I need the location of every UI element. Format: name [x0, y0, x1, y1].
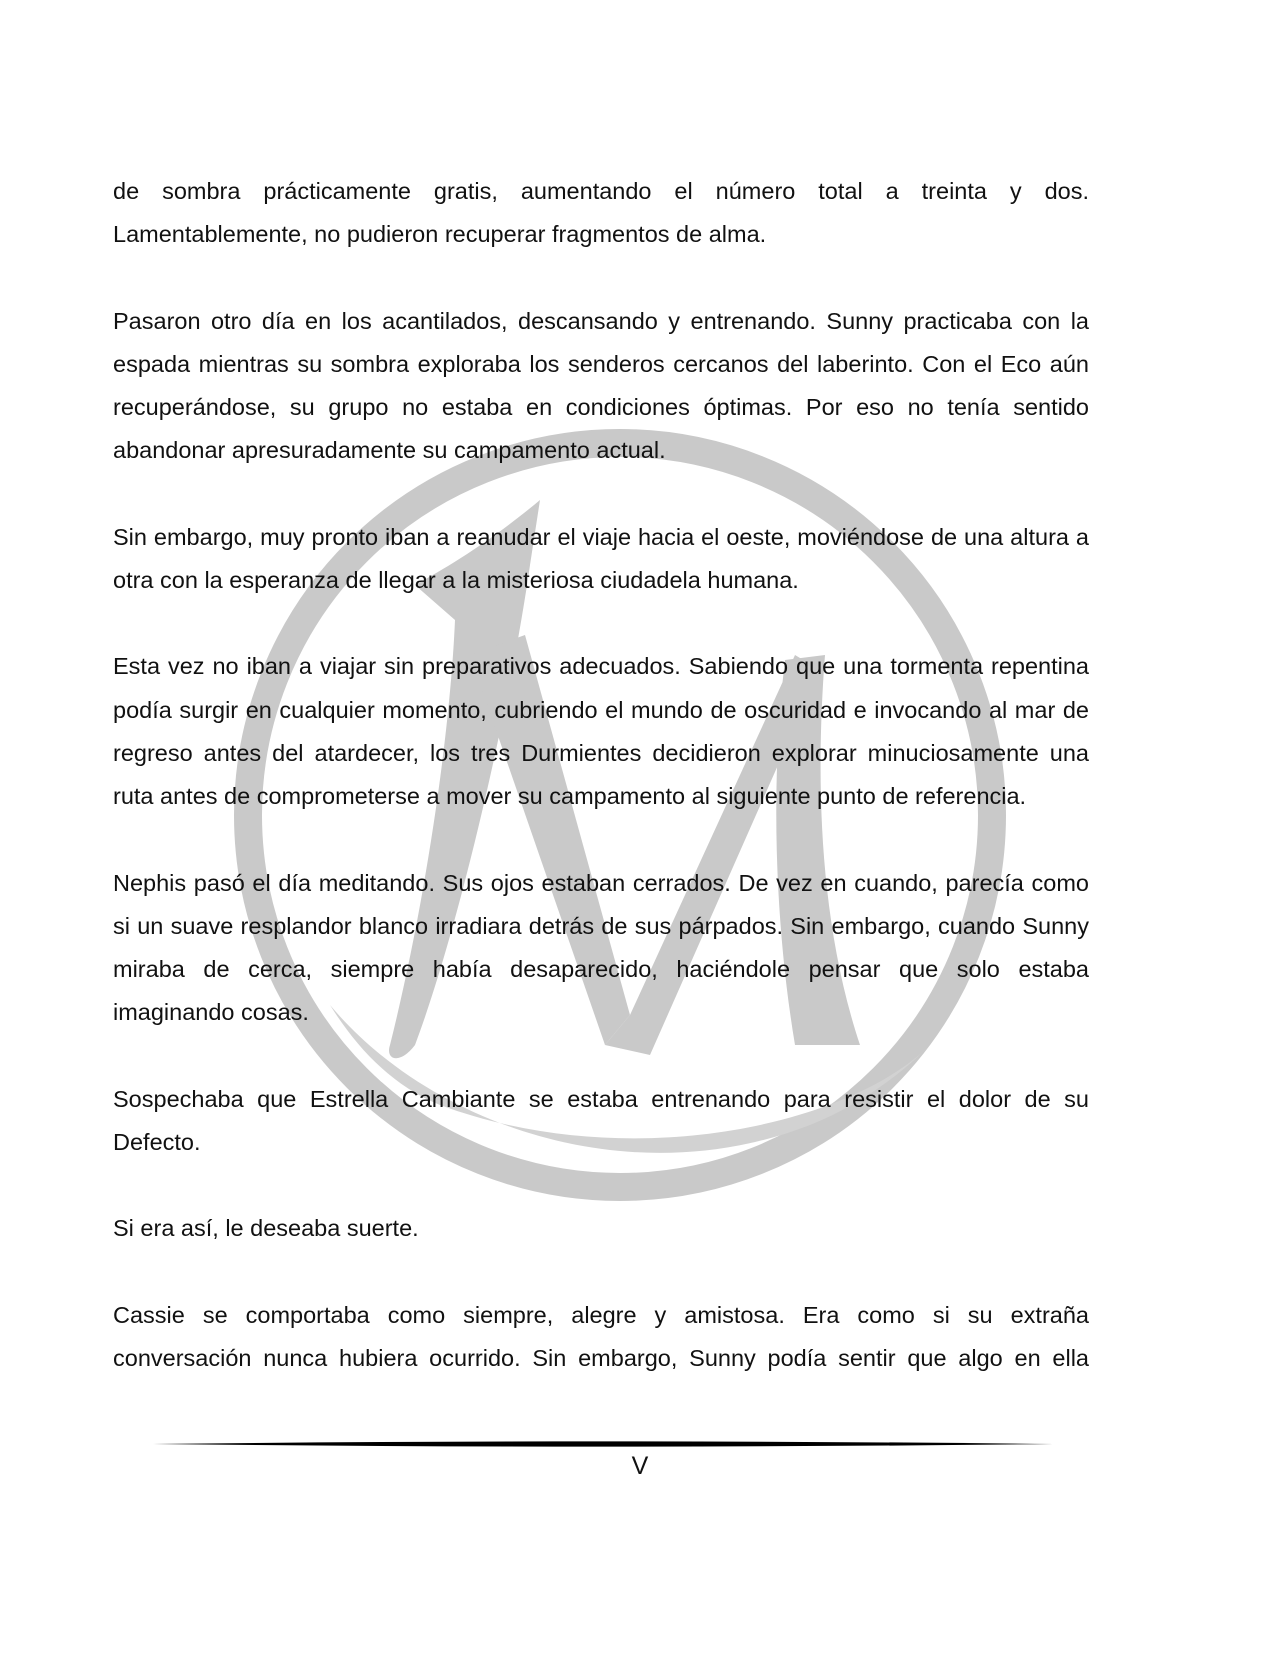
body-text — [113, 170, 1089, 1423]
paragraph-1: de sombra prácticamente gratis, aumentando el número total a treinta y dos. Lamentablemente, no pudieron recuperar fragmentos de alma. — [113, 178, 1089, 248]
paragraph-2: Pasaron otro día en los acantilados, descansando y entrenando. Sunny practicaba con la espada mientras su sombra exploraba los senderos cercanos del laberinto. Con el Eco aún recuperándose, su grupo no estaba en condiciones óptimas. Por eso no tenía sentido abandonar apresuradamente su campamento actual. — [113, 307, 1089, 464]
paragraph-7: Si era así, le deseaba suerte. — [113, 1215, 419, 1242]
paragraph-4: Esta vez no iban a viajar sin preparativos adecuados. Sabiendo que una tormenta repentina podía surgir en cualquier momento, cubriendo el mundo de oscuridad e invocando al mar de regreso antes del atardecer, los tres Durmientes decidieron explorar minuciosamente una ruta antes de comprometerse a mover su campamento al siguiente punto de referencia. — [113, 653, 1089, 810]
paragraph-3: Sin embargo, muy pronto iban a reanudar el viaje hacia el oeste, moviéndose de una altura a otra con la esperanza de llegar a la misteriosa ciudadela humana. — [113, 523, 1089, 594]
page-number: V — [631, 1452, 649, 1480]
paragraph-6: Sospechaba que Estrella Cambiante se estaba entrenando para resistir el dolor de su Defecto. — [113, 1085, 1089, 1156]
paragraph-5: Nephis pasó el día meditando. Sus ojos estaban cerrados. De vez en cuando, parecía como si un suave resplandor blanco irradiara detrás de sus párpados. Sin embargo, cuando Sunny miraba de cerca, siempre había desaparecido, haciéndole pensar que solo estaba imaginando cosas. — [113, 869, 1089, 1026]
footer-divider — [153, 1440, 1053, 1448]
paragraph-8: Cassie se comportaba como siempre, alegre y amistosa. Era como si su extraña conversación nunca hubiera ocurrido. Sin embargo, Sunny podía sentir que algo en ella — [113, 1301, 1089, 1371]
